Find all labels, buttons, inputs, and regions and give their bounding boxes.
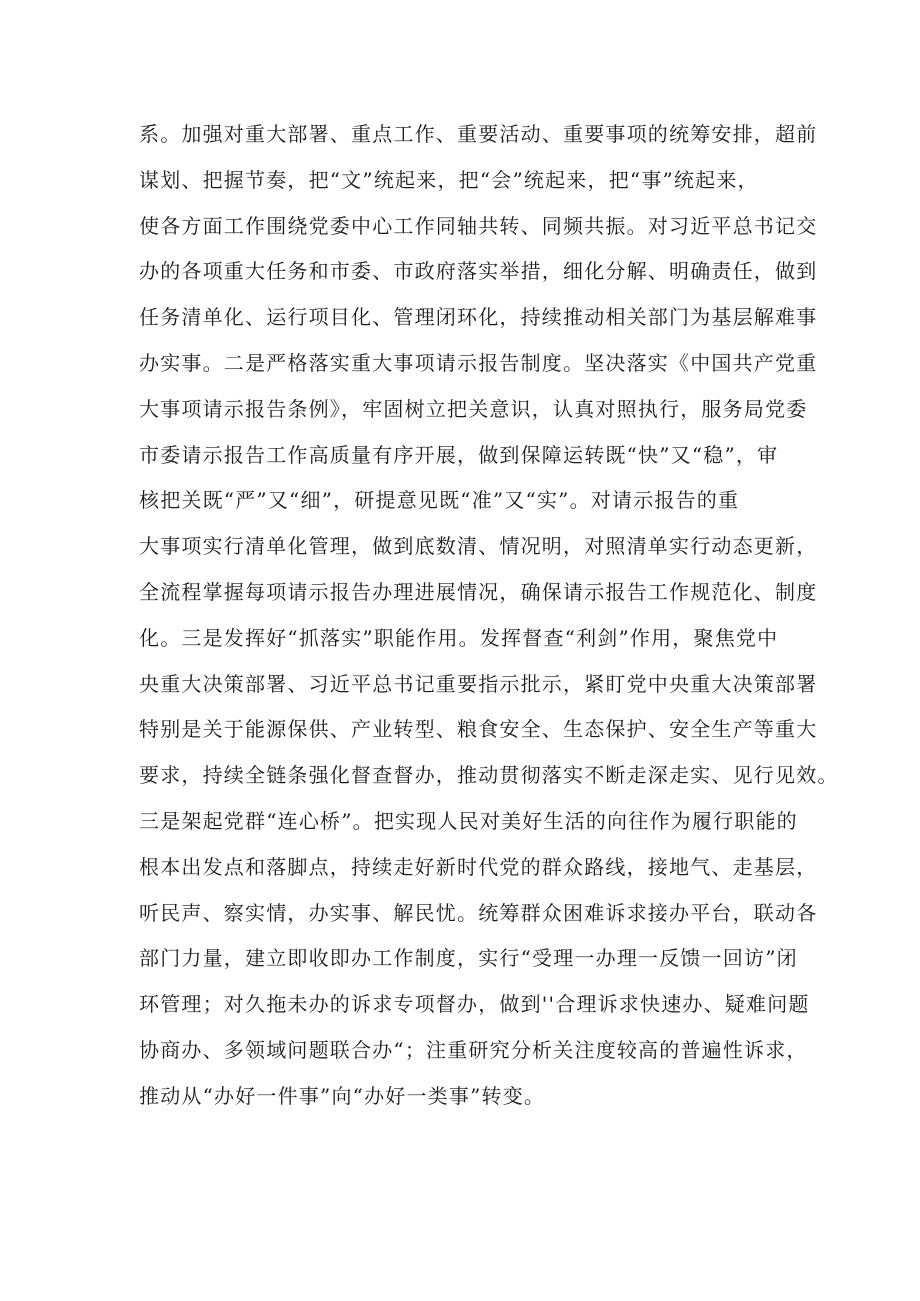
text-line: 谋划、把握节奏，把“文”统起来，把“会”统起来，把“事”统起来，: [139, 167, 759, 192]
text-line: 听民声、察实情，办实事、解民忧。统筹群众困难诉求接办平台，联动各: [139, 900, 818, 925]
text-line: 任务清单化、运行项目化、管理闭环化，持续推动相关部门为基层解难事: [139, 305, 818, 330]
text-line: 系。加强对重大部署、重点工作、重要活动、重要事项的统筹安排，超前: [139, 122, 818, 146]
body-paragraph: [139, 112, 839, 1120]
text-line: 办的各项重大任务和市委、市政府落实举措，细化分解、明确责任，做到: [139, 259, 818, 284]
text-line: 市委请示报告工作高质量有序开展，做到保障运转既“快”又“稳”，审: [139, 442, 779, 467]
text-line: 化。三是发挥好“抓落实”职能作用。发挥督查“利剑”作用，聚焦党中: [139, 625, 779, 650]
text-line: 大事项请示报告条例》，牢固树立把关意识，认真对照执行，服务局党委: [139, 396, 808, 421]
text-line: 央重大决策部署、习近平总书记重要指示批示，紧盯党中央重大决策部署: [139, 671, 818, 696]
text-line: 办实事。二是严格落实重大事项请示报告制度。坚决落实《中国共产党重: [139, 350, 818, 375]
text-line: 特别是关于能源保供、产业转型、粮食安全、生态保护、安全生产等重大: [139, 717, 818, 742]
text-line: 推动从“办好一件事”向“办好一类事”转变。: [139, 1083, 546, 1108]
text-line: 根本出发点和落脚点，持续走好新时代党的群众路线，接地气、走基层，: [139, 854, 818, 879]
text-line: 大事项实行清单化管理，做到底数清、情况明，对照清单实行动态更新，: [139, 534, 818, 559]
text-line: 协商办、多领域问题联合办“；注重研究分析关注度较高的普遍性诉求，: [139, 1037, 808, 1062]
text-line: 全流程掌握每项请示报告办理进展情况，确保请示报告工作规范化、制度: [139, 579, 818, 604]
text-line: 部门力量，建立即收即办工作制度，实行“受理一办理一反馈一回访”闭: [139, 946, 798, 971]
text-line: 核把关既“严”又“细”，研提意见既“准”又“实”。对请示报告的重: [139, 488, 740, 513]
text-line: 三是架起党群“连心桥”。把实现人民对美好生活的向往作为履行职能的: [139, 808, 798, 833]
text-line: 环管理；对久拖未办的诉求专项督办，做到''合理诉求快速办、疑难问题: [139, 992, 810, 1017]
text-line: 要求，持续全链条强化督查督办，推动贯彻落实不断走深走实、见行见效。: [139, 763, 839, 788]
text-line: 使各方面工作围绕党委中心工作同轴共转、同频共振。对习近平总书记交: [139, 213, 818, 238]
